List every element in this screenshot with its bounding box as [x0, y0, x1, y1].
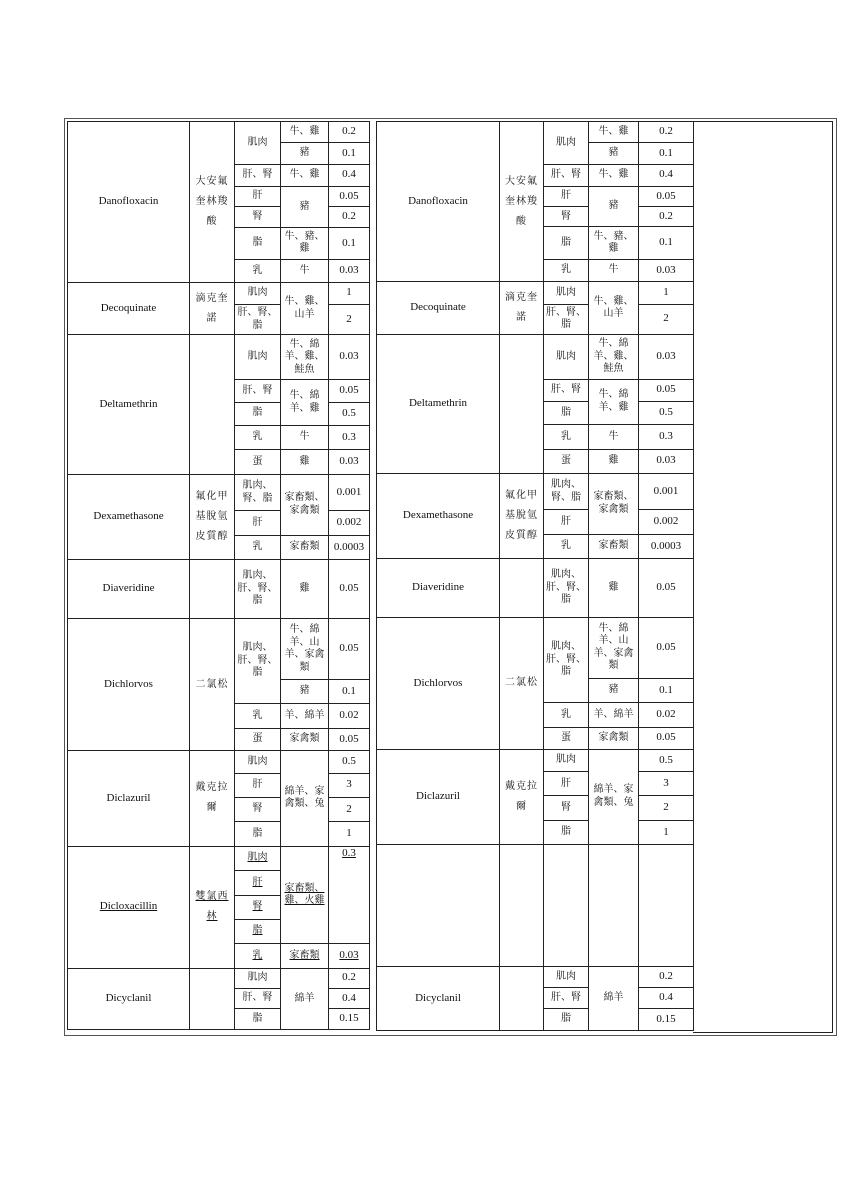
drug-name-zh: 氟化甲基脫氫皮質醇 — [500, 473, 544, 558]
mrl-value: 0.1 — [329, 227, 370, 260]
table-row — [377, 282, 694, 304]
tissue-cell: 脂 — [235, 919, 281, 943]
mrl-value: 0.1 — [329, 680, 370, 704]
table-row — [68, 335, 370, 380]
species-cell: 牛、雞 — [281, 122, 329, 143]
tissue-cell: 肝 — [544, 772, 589, 796]
species-cell: 家畜類 — [281, 944, 329, 968]
mrl-value: 0.4 — [639, 164, 694, 186]
tissue-cell: 肌肉 — [235, 282, 281, 304]
tissue-cell: 乳 — [235, 425, 281, 449]
drug-name-en: Dichlorvos — [68, 619, 190, 751]
mrl-value: 0.3 — [639, 425, 694, 449]
tissue-cell: 肌肉 — [235, 846, 281, 870]
species-cell: 雞 — [281, 560, 329, 619]
tissue-cell: 乳 — [235, 944, 281, 968]
tissue-cell: 脂 — [235, 822, 281, 846]
tissue-cell: 肝、腎 — [235, 989, 281, 1009]
empty-cell — [544, 845, 589, 967]
mrl-value: 0.03 — [329, 260, 370, 282]
empty-cell — [377, 845, 500, 967]
drug-name-zh — [500, 334, 544, 473]
drug-name-zh: 戴克拉爾 — [190, 751, 235, 847]
drug-name-zh: 滴克奎諾 — [190, 282, 235, 335]
mrl-value: 0.05 — [329, 728, 370, 750]
drug-name-en: Dichlorvos — [377, 617, 500, 749]
mrl-value: 0.05 — [639, 617, 694, 678]
tissue-cell: 腎 — [235, 797, 281, 821]
species-cell: 牛、綿羊、山羊、家禽類 — [281, 619, 329, 680]
mrl-value: 0.2 — [329, 207, 370, 227]
species-cell: 豬 — [281, 680, 329, 704]
mrl-value: 0.05 — [329, 619, 370, 680]
drug-name-en: Deltamethrin — [68, 335, 190, 474]
table-row — [377, 845, 694, 967]
species-cell: 豬 — [589, 143, 639, 164]
mrl-value: 0.0003 — [639, 534, 694, 558]
species-cell: 家畜類、雞、火雞 — [281, 846, 329, 944]
tissue-cell: 肌肉、肝、腎、脂 — [235, 619, 281, 704]
species-cell: 家畜類 — [281, 535, 329, 559]
notes-column — [693, 121, 833, 1033]
mrl-value: 0.5 — [639, 749, 694, 771]
tissue-cell: 蛋 — [544, 449, 589, 473]
mrl-value: 0.2 — [639, 966, 694, 987]
mrl-value: 0.03 — [329, 450, 370, 474]
table-row — [68, 751, 370, 773]
empty-cell — [589, 845, 639, 967]
tissue-cell: 肌肉、肝、腎、脂 — [544, 617, 589, 702]
drug-name-zh: 雙氯西林 — [190, 846, 235, 968]
species-cell: 綿羊、家禽類、兔 — [589, 749, 639, 844]
mrl-value: 0.5 — [329, 402, 370, 425]
tissue-cell: 乳 — [544, 534, 589, 558]
tissue-cell: 肌肉 — [544, 122, 589, 165]
mrl-value: 1 — [329, 822, 370, 846]
empty-cell — [500, 845, 544, 967]
tissue-cell: 脂 — [544, 820, 589, 844]
tissue-cell: 肝 — [235, 871, 281, 895]
table-row — [68, 968, 370, 988]
species-cell: 牛、雞、山羊 — [589, 282, 639, 335]
species-cell: 豬 — [281, 143, 329, 164]
tissue-cell: 腎 — [235, 895, 281, 919]
mrl-value: 0.2 — [639, 207, 694, 227]
empty-cell — [639, 845, 694, 967]
table-row — [68, 474, 370, 511]
mrl-value: 0.2 — [329, 968, 370, 988]
mrl-value: 1 — [329, 282, 370, 304]
tissue-cell: 肝 — [235, 511, 281, 535]
species-cell: 牛、雞 — [589, 164, 639, 186]
mrl-value: 0.05 — [329, 560, 370, 619]
mrl-value: 2 — [329, 304, 370, 335]
species-cell: 雞 — [589, 449, 639, 473]
tissue-cell: 肌肉 — [235, 751, 281, 773]
drug-name-zh: 大安氟奎林羧酸 — [500, 122, 544, 282]
drug-name-zh — [500, 559, 544, 618]
species-cell: 家畜類、家禽類 — [589, 473, 639, 534]
table-row — [377, 749, 694, 771]
species-cell: 家畜類、家禽類 — [281, 474, 329, 535]
species-cell: 綿羊 — [589, 966, 639, 1030]
drug-name-en: Diaveridine — [377, 559, 500, 618]
species-cell: 豬 — [589, 186, 639, 227]
species-cell: 牛、雞、山羊 — [281, 282, 329, 335]
mrl-value: 3 — [329, 773, 370, 797]
tissue-cell: 肌肉 — [235, 335, 281, 380]
drug-name-en: Dicyclanil — [68, 968, 190, 1029]
tissue-cell: 蛋 — [235, 728, 281, 750]
table-row — [377, 559, 694, 618]
table-row — [68, 122, 370, 143]
mrl-value: 0.5 — [329, 751, 370, 773]
species-cell: 牛 — [281, 260, 329, 282]
species-cell: 羊、綿羊 — [281, 704, 329, 728]
species-cell: 雞 — [281, 450, 329, 474]
tissue-cell: 肝 — [235, 187, 281, 207]
drug-name-zh: 大安氟奎林羧酸 — [190, 122, 235, 283]
species-cell: 豬 — [281, 187, 329, 228]
tissue-cell: 肝、腎 — [544, 164, 589, 186]
mrl-value: 1 — [639, 820, 694, 844]
species-cell: 豬 — [589, 678, 639, 702]
tissue-cell: 肌肉 — [544, 334, 589, 379]
table-row — [377, 473, 694, 510]
drug-name-zh — [190, 335, 235, 474]
mrl-value: 0.002 — [329, 511, 370, 535]
drug-name-en: Dexamethasone — [68, 474, 190, 559]
tissue-cell: 肌肉 — [235, 122, 281, 165]
mrl-value: 3 — [639, 772, 694, 796]
mrl-value: 0.05 — [639, 379, 694, 401]
tissue-cell: 肌肉 — [544, 966, 589, 987]
tissue-cell: 腎 — [544, 796, 589, 820]
tissue-cell: 蛋 — [235, 450, 281, 474]
tissue-cell: 肝、腎、脂 — [544, 304, 589, 334]
drug-name-en: Decoquinate — [377, 282, 500, 335]
mrl-value: 0.3 — [329, 846, 370, 944]
drug-name-en: Dicyclanil — [377, 966, 500, 1030]
tissue-cell: 肝、腎、脂 — [235, 304, 281, 335]
species-cell: 綿羊 — [281, 968, 329, 1029]
tissue-cell: 肝、腎 — [235, 164, 281, 186]
species-cell: 牛、綿羊、雞、鮭魚 — [589, 334, 639, 379]
table-row — [68, 560, 370, 619]
table-row — [377, 122, 694, 143]
species-cell: 牛、豬、雞 — [589, 227, 639, 259]
mrl-value: 0.03 — [329, 335, 370, 380]
drug-name-en: Danofloxacin — [377, 122, 500, 282]
mrl-table-left — [67, 121, 370, 1030]
mrl-value: 0.1 — [639, 678, 694, 702]
tissue-cell: 肌肉 — [544, 749, 589, 771]
mrl-value: 0.1 — [329, 143, 370, 164]
tissue-cell: 脂 — [235, 1009, 281, 1030]
tissue-cell: 肌肉、腎、脂 — [544, 473, 589, 510]
drug-name-zh: 滴克奎諾 — [500, 282, 544, 335]
tissue-cell: 乳 — [544, 259, 589, 281]
mrl-value: 2 — [329, 797, 370, 821]
drug-name-zh: 戴克拉爾 — [500, 749, 544, 844]
table-row — [377, 334, 694, 379]
mrl-value: 0.05 — [329, 380, 370, 402]
tissue-cell: 蛋 — [544, 727, 589, 749]
mrl-value: 2 — [639, 304, 694, 334]
mrl-table-right — [376, 121, 694, 1031]
drug-name-en: Diclazuril — [377, 749, 500, 844]
mrl-value: 0.03 — [639, 449, 694, 473]
mrl-value: 0.2 — [639, 122, 694, 143]
mrl-value: 0.001 — [639, 473, 694, 510]
drug-name-zh: 二氯松 — [500, 617, 544, 749]
species-cell: 羊、綿羊 — [589, 703, 639, 727]
mrl-value: 0.05 — [639, 186, 694, 206]
mrl-value: 0.05 — [639, 727, 694, 749]
tissue-cell: 肝 — [544, 186, 589, 206]
tissue-cell: 乳 — [235, 260, 281, 282]
tissue-cell: 脂 — [544, 227, 589, 259]
species-cell: 家禽類 — [281, 728, 329, 750]
mrl-value: 1 — [639, 282, 694, 304]
drug-name-en: Danofloxacin — [68, 122, 190, 283]
drug-name-en: Diaveridine — [68, 560, 190, 619]
tissue-cell: 肌肉 — [544, 282, 589, 304]
drug-name-zh — [190, 968, 235, 1029]
drug-name-zh: 二氯松 — [190, 619, 235, 751]
tissue-cell: 脂 — [235, 227, 281, 260]
mrl-value: 0.03 — [639, 334, 694, 379]
tissue-cell: 肌肉、肝、腎、脂 — [235, 560, 281, 619]
drug-name-en: Dexamethasone — [377, 473, 500, 558]
mrl-value: 0.4 — [329, 989, 370, 1009]
tissue-cell: 乳 — [544, 703, 589, 727]
table-row — [68, 282, 370, 304]
tissue-cell: 乳 — [235, 704, 281, 728]
mrl-value: 0.15 — [639, 1009, 694, 1031]
species-cell: 綿羊、家禽類、兔 — [281, 751, 329, 847]
mrl-value: 2 — [639, 796, 694, 820]
tissue-cell: 肌肉、肝、腎、脂 — [544, 559, 589, 618]
species-cell: 牛、綿羊、山羊、家禽類 — [589, 617, 639, 678]
mrl-value: 0.15 — [329, 1009, 370, 1030]
drug-name-zh — [190, 560, 235, 619]
tissue-cell: 脂 — [544, 1009, 589, 1031]
species-cell: 牛 — [281, 425, 329, 449]
tissue-cell: 肝 — [235, 773, 281, 797]
mrl-value: 0.4 — [329, 164, 370, 186]
species-cell: 家畜類 — [589, 534, 639, 558]
tissue-cell: 肝、腎 — [544, 988, 589, 1009]
tissue-cell: 腎 — [544, 207, 589, 227]
species-cell: 雞 — [589, 559, 639, 618]
mrl-value: 0.3 — [329, 425, 370, 449]
table-row — [68, 619, 370, 680]
drug-name-en: Decoquinate — [68, 282, 190, 335]
mrl-value: 0.02 — [329, 704, 370, 728]
table-row — [68, 846, 370, 870]
mrl-value: 0.03 — [639, 259, 694, 281]
species-cell: 牛、雞 — [589, 122, 639, 143]
drug-name-zh: 氟化甲基脫氫皮質醇 — [190, 474, 235, 559]
mrl-value: 0.2 — [329, 122, 370, 143]
table-row — [377, 617, 694, 678]
mrl-value: 0.0003 — [329, 535, 370, 559]
mrl-value: 0.001 — [329, 474, 370, 511]
drug-name-zh — [500, 966, 544, 1030]
tissue-cell: 肝、腎 — [235, 380, 281, 402]
tissue-cell: 脂 — [544, 401, 589, 424]
species-cell: 牛、雞 — [281, 164, 329, 186]
species-cell: 牛 — [589, 425, 639, 449]
table-row — [377, 966, 694, 987]
tissue-cell: 脂 — [235, 402, 281, 425]
mrl-value: 0.5 — [639, 401, 694, 424]
species-cell: 牛、綿羊、雞、鮭魚 — [281, 335, 329, 380]
species-cell: 牛、豬、雞 — [281, 227, 329, 260]
tissue-cell: 肝、腎 — [544, 379, 589, 401]
mrl-value: 0.1 — [639, 143, 694, 164]
species-cell: 牛、綿羊、雞 — [589, 379, 639, 425]
mrl-value: 0.1 — [639, 227, 694, 259]
tissue-cell: 腎 — [235, 207, 281, 227]
mrl-value: 0.4 — [639, 988, 694, 1009]
tissue-cell: 肌肉、腎、脂 — [235, 474, 281, 511]
species-cell: 牛 — [589, 259, 639, 281]
drug-name-en: Diclazuril — [68, 751, 190, 847]
species-cell: 牛、綿羊、雞 — [281, 380, 329, 426]
species-cell: 家禽類 — [589, 727, 639, 749]
tissue-cell: 肝 — [544, 510, 589, 534]
tissue-cell: 肌肉 — [235, 968, 281, 988]
mrl-value: 0.002 — [639, 510, 694, 534]
tissue-cell: 乳 — [235, 535, 281, 559]
mrl-value: 0.05 — [639, 559, 694, 618]
drug-name-en: Deltamethrin — [377, 334, 500, 473]
mrl-value: 0.02 — [639, 703, 694, 727]
tissue-cell: 乳 — [544, 425, 589, 449]
mrl-value: 0.03 — [329, 944, 370, 968]
mrl-value: 0.05 — [329, 187, 370, 207]
drug-name-en: Dicloxacillin — [68, 846, 190, 968]
